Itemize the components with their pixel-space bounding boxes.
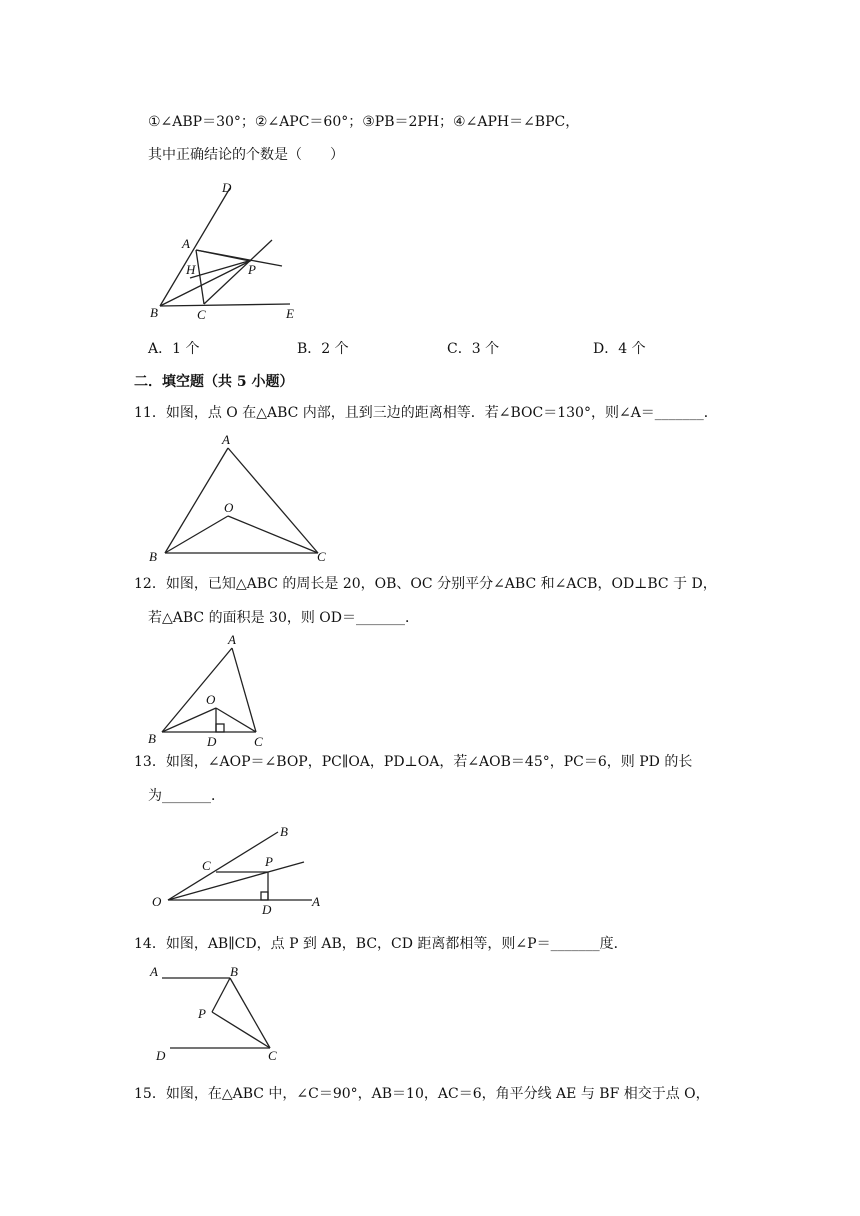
q12-line2: 若△ABC 的面积是 30，则 OD＝_______． [148,610,420,626]
q14-label-d: D [156,1048,166,1063]
section-title: 二．填空题（共 5 小题） [134,374,294,390]
q11-label-a: A [222,432,230,447]
q12-label-c: C [254,734,263,749]
q13-label-d: D [262,902,272,917]
q11-label-o: O [224,500,234,515]
q10-option-a: A．1 个 [148,341,200,357]
q15-text: 15．如图，在△ABC 中，∠C＝90°，AB＝10，AC＝6，角平分线 AE 与 BF 相交于点 O， [134,1086,710,1102]
q12-label-o: O [206,692,216,707]
q10-label-d: D [222,180,232,195]
q10-option-d: D．4 个 [593,341,646,357]
q12-label-d: D [207,734,217,749]
q10-conclusions: ①∠ABP＝30°；②∠APC＝60°；③PB＝2PH；④∠APH＝∠BPC， [148,114,580,130]
q13-line2: 为_______． [148,788,225,804]
q12-line1: 12．如图，已知△ABC 的周长是 20，OB、OC 分别平分∠ABC 和∠ACB，OD⊥BC 于 D， [134,576,717,592]
q10-label-p: P [248,262,256,277]
q10-question: 其中正确结论的个数是（ ） [148,147,344,163]
q14-label-a: A [150,964,158,979]
q13-line1: 13．如图，∠AOP＝∠BOP，PC∥OA，PD⊥OA，若∠AOB＝45°，PC＝6，则 PD 的长 [134,754,693,770]
q11-figure [140,428,340,568]
q10-option-b: B．2 个 [297,341,349,357]
q14-figure [140,960,300,1070]
q12-label-b: B [148,731,156,746]
q13-label-b: B [280,824,288,839]
q11-text: 11．如图，点 O 在△ABC 内部，且到三边的距离相等．若∠BOC＝130°，则∠A＝_______． [134,405,718,421]
q12-figure [140,630,280,750]
q10-option-c: C．3 个 [447,341,500,357]
q10-label-a: A [182,236,190,251]
q11-label-b: B [149,549,157,564]
q13-label-o: O [152,894,162,909]
q14-label-c: C [268,1048,277,1063]
q12-label-a: A [228,632,236,647]
q10-figure [140,176,300,326]
q14-label-p: P [198,1006,206,1021]
q10-label-h: H [186,262,196,277]
q14-text: 14．如图，AB∥CD，点 P 到 AB，BC，CD 距离都相等，则∠P＝_______度． [134,936,628,952]
q10-label-b: B [150,305,158,320]
q13-figure [140,818,340,918]
q13-label-a: A [312,894,320,909]
q13-label-p: P [265,854,273,869]
q14-label-b: B [230,964,238,979]
q11-label-c: C [317,549,326,564]
q10-label-e: E [286,306,294,321]
q13-label-c: C [202,858,211,873]
q10-label-c: C [197,307,206,322]
